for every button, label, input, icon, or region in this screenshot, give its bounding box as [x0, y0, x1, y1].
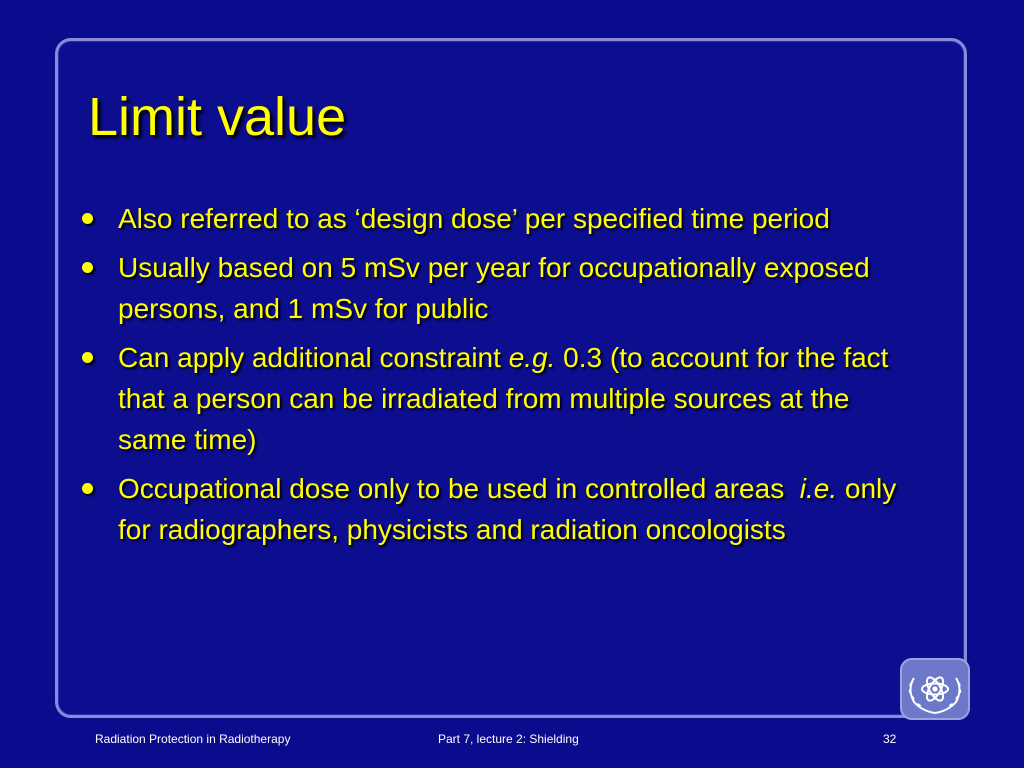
bullet-list [80, 198, 910, 558]
bullet-dot-icon [82, 262, 93, 273]
bullet-item-design-dose [80, 198, 910, 239]
bullet-item-occupational-dose [80, 468, 910, 550]
footer-lecture-title: Part 7, lecture 2: Shielding [438, 732, 579, 746]
iaea-atom-laurel-icon [900, 658, 970, 720]
bullet-text: Occupational dose only to be used in controlled areas i.e. only for radiographers, physicists and radiation oncologists [118, 473, 897, 545]
iaea-logo-graphic [900, 658, 970, 720]
bullet-text: Can apply additional constraint e.g. 0.3 (to account for the fact that a person can be irradiated from multiple sources at the same time) [118, 342, 889, 455]
bullet-text: Usually based on 5 mSv per year for occupationally exposed persons, and 1 mSv for public [118, 252, 870, 324]
slide-title: Limit value [88, 87, 347, 147]
bullet-text: Also referred to as ‘design dose’ per specified time period [118, 203, 830, 234]
italic-eg: e.g. [508, 342, 556, 373]
footer-page-number: 32 [883, 732, 897, 746]
footer-course-title: Radiation Protection in Radiotherapy [95, 732, 291, 746]
bullet-dot-icon [82, 213, 93, 224]
bullet-item-additional-constraint [80, 337, 910, 460]
bullet-dot-icon [82, 352, 93, 363]
bullet-item-msv-basis [80, 247, 910, 329]
bullet-dot-icon [82, 483, 93, 494]
italic-ie: i.e. [799, 473, 838, 504]
